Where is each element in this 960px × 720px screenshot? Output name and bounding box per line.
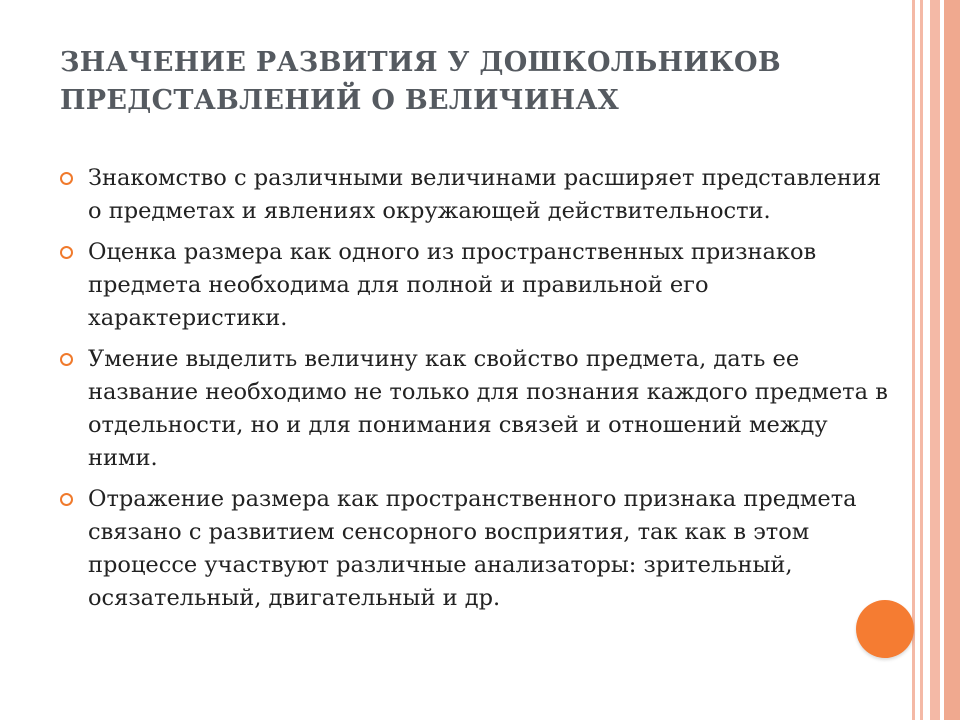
bullet-text: Умение выделить величину как свойство предмета, дать ее название необходимо не только для познания каждого предмета в отдельности, но и для понимания связей и отношений между ними.: [88, 346, 888, 471]
decorative-stripe: [912, 0, 915, 720]
bullet-circle-icon: [60, 353, 73, 366]
bullet-text: Знакомство с различными величинами расширяет представления о предметах и явлениях окружающей действительности.: [88, 165, 882, 224]
bullet-item: [60, 236, 900, 335]
decorative-orange-circle-icon: [856, 600, 914, 658]
bullet-item: [60, 483, 900, 615]
bullet-text: Отражение размера как пространственного признака предмета связано с развитием сенсорного восприятия, так как в этом процессе участвуют различные анализаторы: зрительный, осязательный, двигательный и др.: [88, 486, 857, 611]
bullet-item: [60, 343, 900, 475]
decorative-stripe: [920, 0, 923, 720]
bullet-circle-icon: [60, 246, 73, 259]
decorative-stripe: [930, 0, 940, 720]
decorative-stripe: [944, 0, 960, 720]
bullet-circle-icon: [60, 493, 73, 506]
bullet-list: [60, 162, 900, 623]
bullet-item: [60, 162, 900, 228]
bullet-text: Оценка размера как одного из пространственных признаков предмета необходима для полной и правильной его характеристики.: [88, 239, 817, 331]
slide-title: ЗНАЧЕНИЕ РАЗВИТИЯ У ДОШКОЛЬНИКОВ ПРЕДСТАВЛЕНИЙ О ВЕЛИЧИНАХ: [60, 47, 781, 116]
bullet-circle-icon: [60, 172, 73, 185]
